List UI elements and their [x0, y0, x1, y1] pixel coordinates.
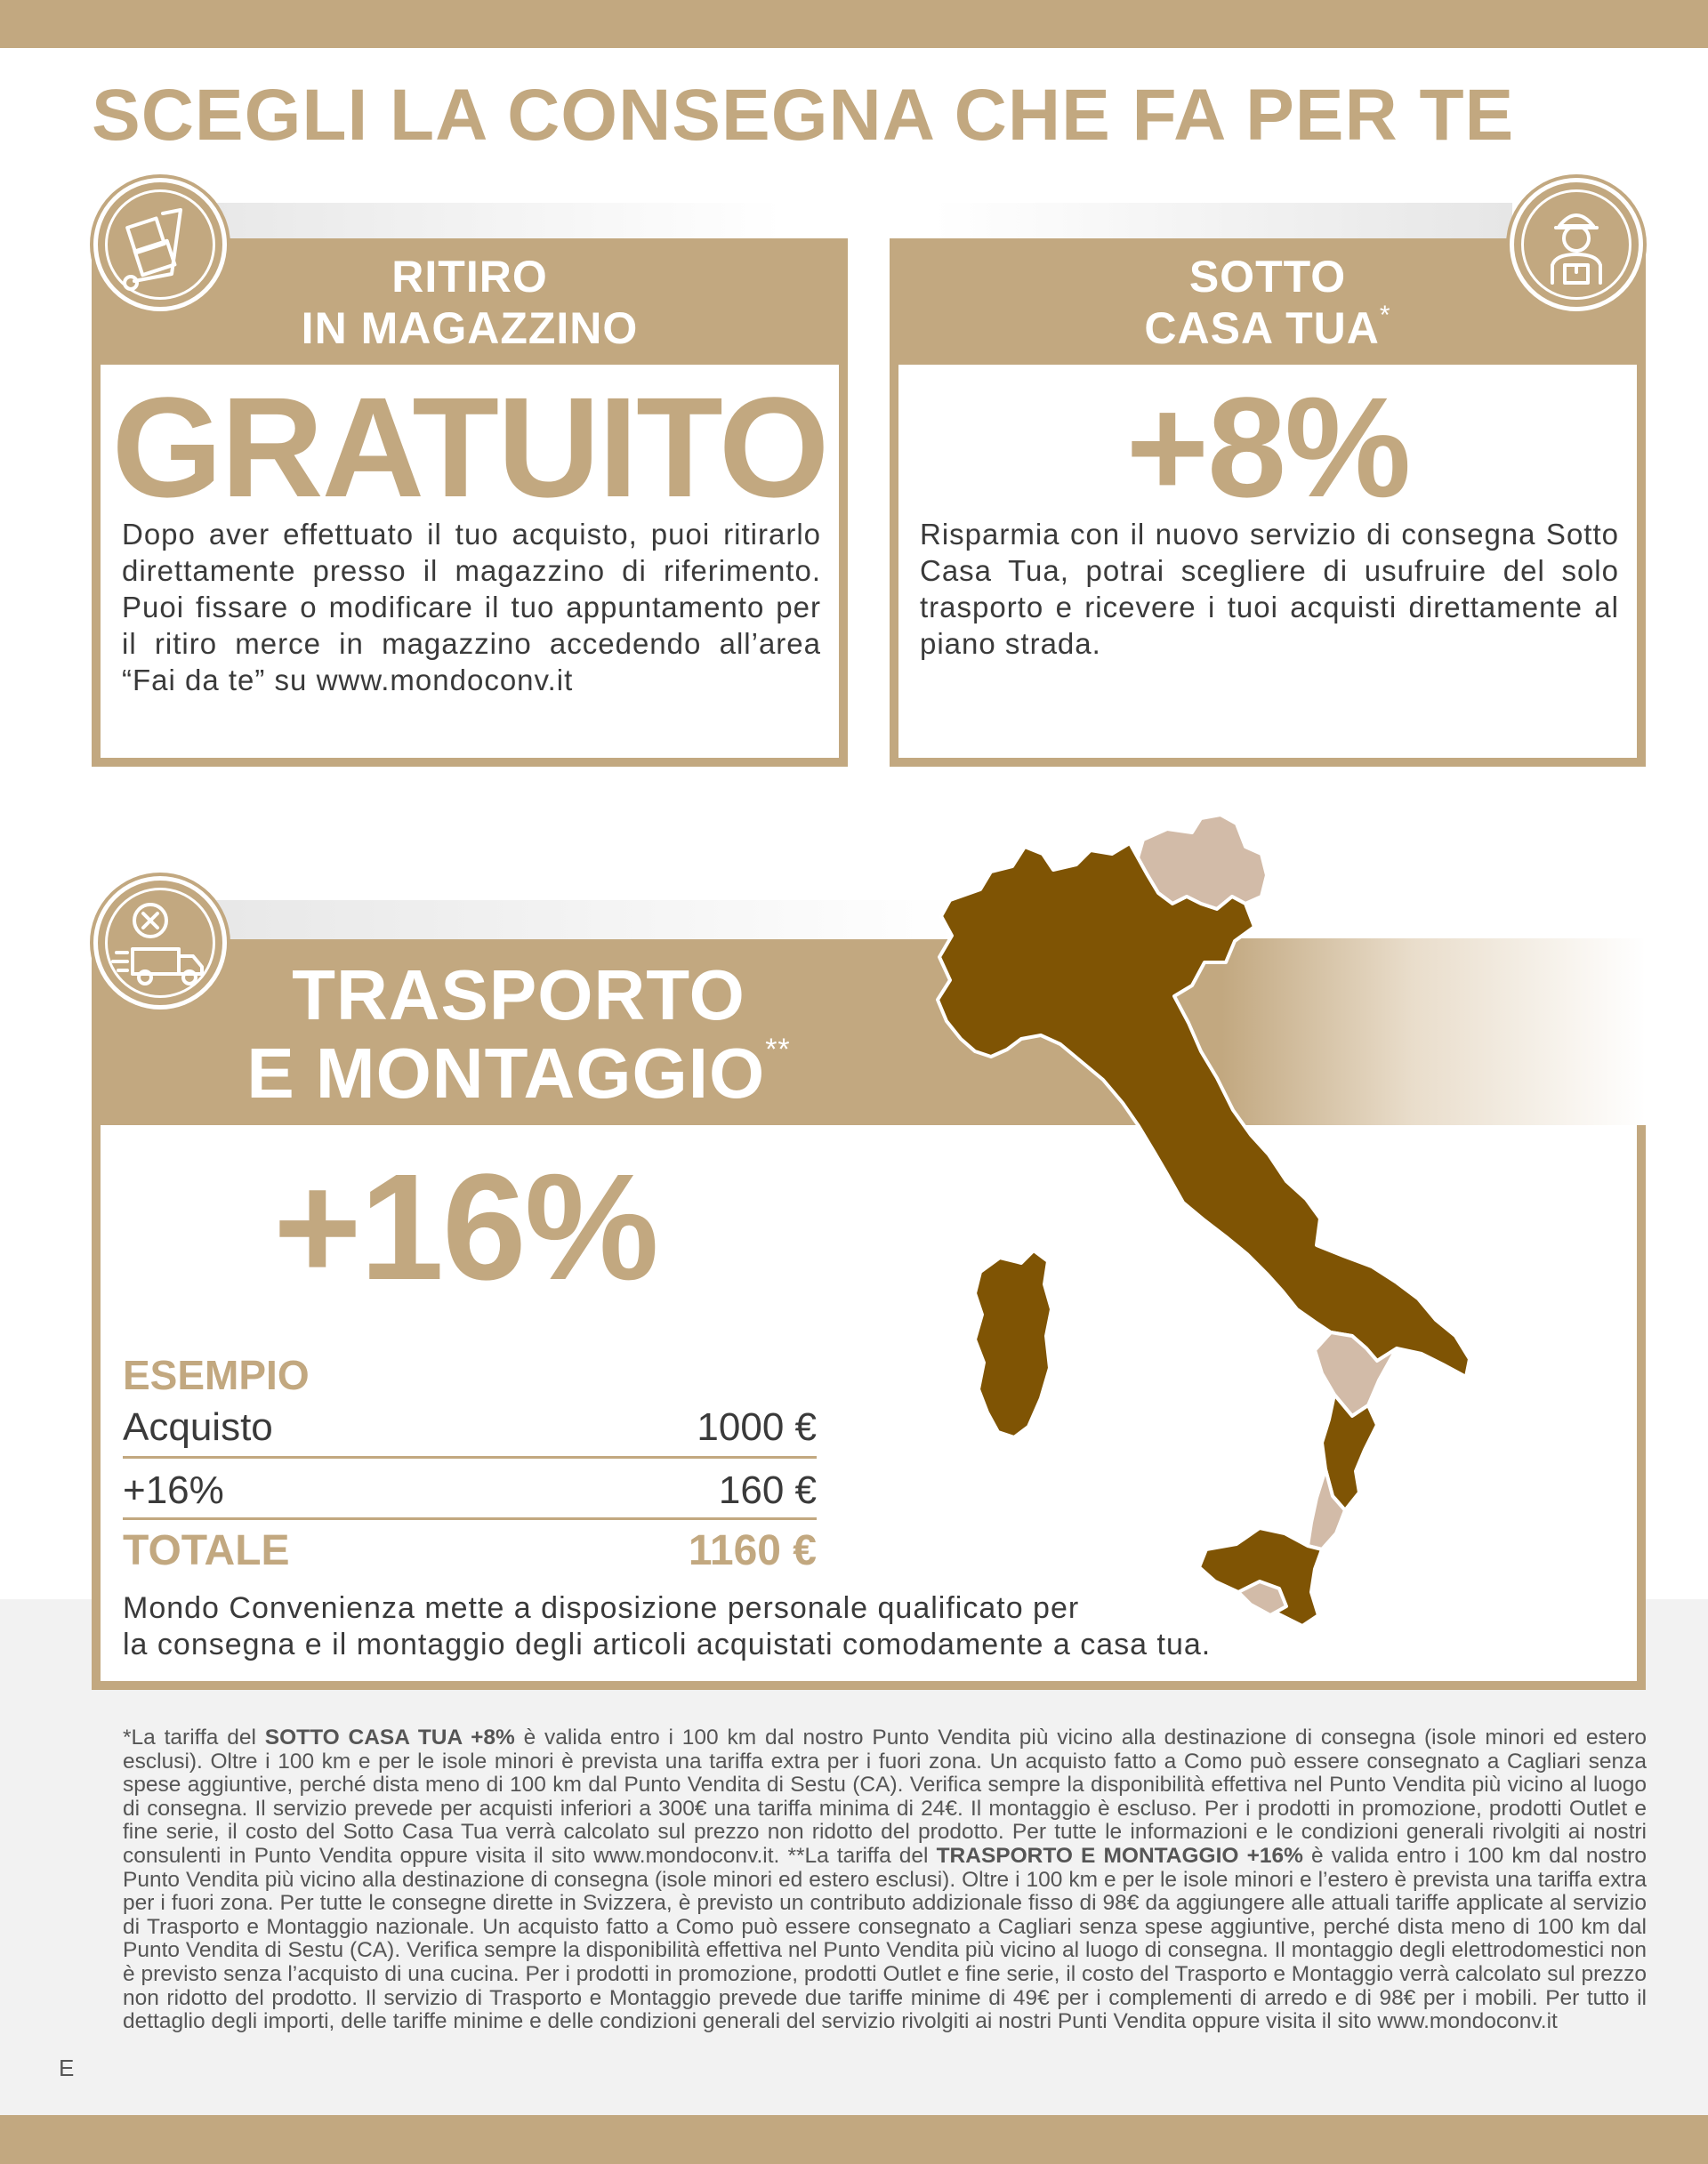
trasporto-price: +16%: [273, 1143, 657, 1312]
top-bar: [0, 0, 1708, 48]
sotto-casa-title: [996, 251, 1539, 354]
gray-strip-ritiro: [160, 203, 783, 238]
footnote: [123, 1726, 1647, 2034]
example-label: ESEMPIO: [123, 1352, 310, 1398]
example-total-value: 1160 €: [688, 1527, 817, 1574]
trasporto-description-line2: la consegna e il montaggio degli articoli acquistati comodamente a casa tua.: [123, 1628, 1212, 1661]
sotto-casa-icon-circle: [1510, 178, 1643, 311]
trasporto-title-line1: TRASPORTO: [292, 955, 745, 1034]
delivery-person-icon: [1510, 178, 1643, 311]
sotto-casa-asterisk: *: [1379, 301, 1391, 330]
example-divider-1: [123, 1456, 817, 1459]
example-total-label: TOTALE: [123, 1527, 290, 1574]
footnote-p2-bold: TRASPORTO E MONTAGGIO +16%: [936, 1843, 1303, 1868]
gray-strip-trasporto: [160, 900, 961, 939]
ritiro-title: [198, 251, 741, 354]
trasporto-description-line1: Mondo Convenienza mette a disposizione personale qualificato per: [123, 1591, 1080, 1625]
example-divider-2: [123, 1517, 817, 1520]
ritiro-icon-circle: [93, 178, 227, 311]
example-row-percent: [123, 1463, 817, 1513]
trasporto-title: [198, 956, 839, 1113]
example-row-acquisto-value: 1000 €: [697, 1405, 817, 1449]
footnote-p2-text: è valida entro i 100 km dal nostro Punto Vendita più vicino alla destinazione di consegna (isole minori ed estero esclusi). Oltre i 100 km e per le isole minori e l’estero è prevista una tariffa extra per i fuori zona. Per tutte le consegne dirette in Svizzera, è previsto un contributo addizionale fisso di 98€ da aggiungere alle attuali tariffe applicate al servizio di Trasporto e Montaggio nazionale. Un acquisto fatto a Como può essere consegnato a Cagliari senza spese aggiuntive, perché dista meno di 100 km dal Punto Vendita di Sestu (CA). Verifica sempre la disponibilità effettiva nel Punto Vendita più vicino al luogo di consegna. Il montaggio degli elettrodomestici non è previsto senza l’acquisto di una cucina. Per i prodotti in promozione, prodotti Outlet e fine serie, il costo del Trasporto e Montaggio verrà calcolato sul prezzo non ridotto del prodotto. Il servizio di Trasporto e Montaggio prevede due tariffe minime di 49€ per i complementi di arredo e di 98€ per i mobili. Per tutto il dettaglio degli importi, delle tariffe minime e delle condizioni generali del servizio rivolgiti ai nostri Punti Vendita oppure visita il sito www.mondoconv.it: [123, 1843, 1647, 2034]
ritiro-price: GRATUITO: [111, 367, 828, 527]
italy-map-icon: [934, 811, 1610, 1638]
sotto-casa-title-line1: SOTTO: [1188, 252, 1347, 302]
trasporto-asterisk: **: [765, 1033, 791, 1066]
hand-truck-icon: [93, 178, 227, 311]
ritiro-card: [92, 238, 848, 767]
footnote-p1-bold: SOTTO CASA TUA +8%: [264, 1726, 515, 1750]
example-row-percent-label: +16%: [123, 1468, 224, 1512]
example-row-total: [123, 1524, 817, 1575]
page-title: SCEGLI LA CONSEGNA CHE FA PER TE: [92, 75, 1515, 156]
page-letter: E: [59, 2055, 75, 2081]
ritiro-description: Dopo aver effettuato il tuo acquisto, puoi ritirarlo direttamente presso il magazzino di riferimento. Puoi fissare o modificare il tuo appuntamento per il ritiro merce in magazzino accedendo all’area “Fai da te” su www.mondoconv.it: [122, 518, 821, 696]
sotto-casa-price: +8%: [1125, 367, 1410, 527]
example-row-percent-value: 160 €: [718, 1468, 817, 1512]
map-sardinia: [975, 1251, 1051, 1437]
example-row-acquisto-label: Acquisto: [123, 1405, 273, 1449]
ritiro-title-line2: IN MAGAZZINO: [301, 303, 639, 353]
footnote-p2-intro: **La tariffa del: [787, 1843, 937, 1868]
truck-tools-icon: [93, 876, 227, 1010]
trasporto-title-line2-wrap: [198, 1034, 839, 1113]
bottom-bar: [0, 2115, 1708, 2164]
ritiro-title-line1: RITIRO: [391, 252, 548, 302]
sotto-casa-description: Risparmia con il nuovo servizio di consegna Sotto Casa Tua, potrai scegliere di usufruire del solo trasporto e ricevere i tuoi acquisti direttamente al piano strada.: [920, 518, 1619, 660]
sotto-casa-title-line2: CASA TUA: [1144, 303, 1380, 353]
trasporto-icon-circle: [93, 876, 227, 1010]
sotto-casa-title-line2-wrap: [996, 302, 1539, 354]
trasporto-title-line2: E MONTAGGIO: [246, 1034, 766, 1113]
sotto-casa-card: [890, 238, 1646, 767]
example-row-acquisto: [123, 1400, 817, 1450]
gray-strip-sotto-casa: [934, 203, 1512, 238]
footnote-p1-text: è valida entro i 100 km dal nostro Punto Vendita più vicino alla destinazione di consegna (isole minori ed estero esclusi). Oltre i 100 km e per le isole minori è prevista una tariffa extra per i fuori zona. Un acquisto fatto a Como può essere consegnato a Cagliari senza spese aggiuntive, perché dista meno di 100 km dal Punto Vendita di Sestu (CA). Verifica sempre la disponibilità effettiva nel Punto Vendita più vicino al luogo di consegna. Il servizio prevede per acquisti inferiori a 300€ una tariffa minima di 24€. Il montaggio è escluso. Per i prodotti in promozione, prodotti Outlet e fine serie, il costo del Sotto Casa Tua verrà calcolato sul prezzo non ridotto del prodotto. Per tutte le informazioni e le condizioni generali rivolgiti ai nostri consulenti in Punto Vendita oppure visita il sito www.mondoconv.it.: [123, 1726, 1648, 1868]
footnote-p1-intro: *La tariffa del: [123, 1726, 265, 1750]
